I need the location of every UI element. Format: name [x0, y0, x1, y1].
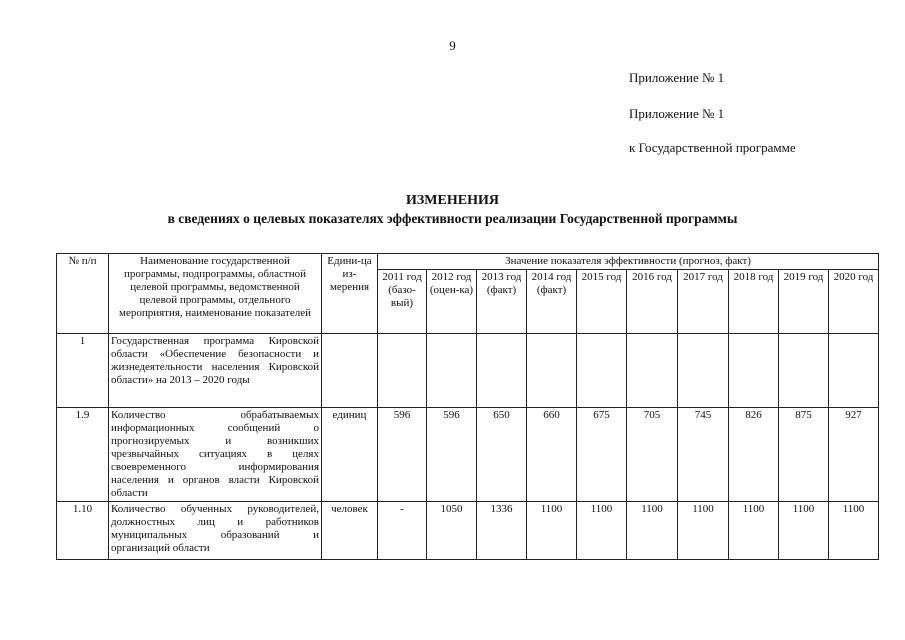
table-row	[57, 334, 879, 408]
row-value: 1336	[477, 502, 527, 560]
row-value	[577, 334, 627, 408]
row-value: 596	[378, 408, 427, 502]
row-value: 650	[477, 408, 527, 502]
row-value: 875	[779, 408, 829, 502]
row-value: 660	[527, 408, 577, 502]
document-subtitle: в сведениях о целевых показателях эффективности реализации Государственной программы	[167, 211, 738, 226]
header-year: 2011 год (базо-вый)	[378, 270, 427, 334]
page-number: 9	[449, 38, 456, 53]
row-value	[829, 334, 879, 408]
row-value: 1100	[527, 502, 577, 560]
row-unit: единиц	[322, 408, 378, 502]
header-year: 2012 год (оцен-ка)	[427, 270, 477, 334]
table-row	[57, 408, 879, 502]
header-year: 2016 год	[627, 270, 678, 334]
header-year: 2015 год	[577, 270, 627, 334]
row-value: 927	[829, 408, 879, 502]
appendix-line-1: Приложение № 1	[629, 70, 725, 85]
row-value	[378, 334, 427, 408]
appendix-line-3: к Государственной программе	[629, 140, 796, 155]
row-value: 1100	[678, 502, 729, 560]
header-year: 2013 год (факт)	[477, 270, 527, 334]
row-num: 1.10	[57, 502, 109, 560]
row-value	[729, 334, 779, 408]
row-name: Государственная программа Кировской области «Обеспечение безопасности и жизнедеятельности населения Кировской области» на 2013 – 2020 годы	[109, 334, 322, 408]
header-year: 2014 год (факт)	[527, 270, 577, 334]
row-name: Количество обученных руководителей, должностных лиц и работников муниципальных образований и организаций области	[109, 502, 322, 560]
row-value: 596	[427, 408, 477, 502]
row-num: 1	[57, 334, 109, 408]
row-num: 1.9	[57, 408, 109, 502]
header-name: Наименование государственной программы, подпрограммы, областной целевой программы, ведомственной целевой программы, отдельного мероприятия, наименование показателей	[109, 254, 322, 334]
header-year: 2019 год	[779, 270, 829, 334]
row-value: 675	[577, 408, 627, 502]
row-unit	[322, 334, 378, 408]
header-row-1	[57, 254, 879, 270]
row-value: 745	[678, 408, 729, 502]
row-value	[627, 334, 678, 408]
row-value: -	[378, 502, 427, 560]
row-value	[527, 334, 577, 408]
row-name: Количество обрабатываемых информационных сообщений о прогнозируемых и возникших чрезвычайных ситуациях в целях своевременного информирования населения и органов власти Кировской области	[109, 408, 322, 502]
appendix-line-2: Приложение № 1	[629, 106, 725, 121]
row-value: 1100	[577, 502, 627, 560]
row-unit: человек	[322, 502, 378, 560]
row-value: 1100	[729, 502, 779, 560]
row-value: 1100	[779, 502, 829, 560]
table-row	[57, 502, 879, 560]
row-value	[779, 334, 829, 408]
header-year: 2020 год	[829, 270, 879, 334]
row-value: 1100	[627, 502, 678, 560]
row-value: 1100	[829, 502, 879, 560]
header-unit: Едини-ца из-мерения	[322, 254, 378, 334]
header-values-group: Значение показателя эффективности (прогноз, факт)	[378, 254, 879, 270]
row-value	[477, 334, 527, 408]
row-value: 705	[627, 408, 678, 502]
header-year: 2017 год	[678, 270, 729, 334]
row-value: 1050	[427, 502, 477, 560]
row-value	[427, 334, 477, 408]
document-title: ИЗМЕНЕНИЯ	[406, 193, 499, 208]
row-value	[678, 334, 729, 408]
row-value: 826	[729, 408, 779, 502]
header-num: № п/п	[57, 254, 109, 334]
indicators-table	[56, 253, 879, 560]
header-year: 2018 год	[729, 270, 779, 334]
